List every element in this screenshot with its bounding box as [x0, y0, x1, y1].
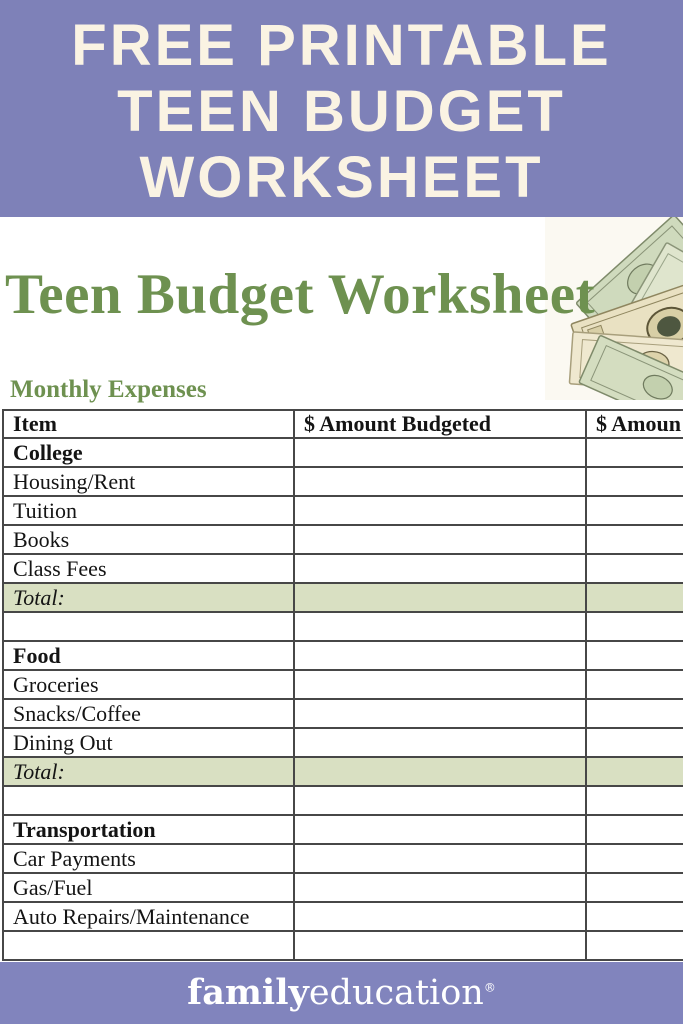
header-amount-spent: $ Amoun [586, 410, 683, 438]
table-row [3, 728, 683, 757]
amount-budgeted-cell [294, 873, 586, 902]
item-cell: Gas/Fuel [3, 873, 294, 902]
amount-budgeted-cell [294, 554, 586, 583]
table-row [3, 467, 683, 496]
item-cell: Housing/Rent [3, 467, 294, 496]
amount-spent-cell [586, 496, 683, 525]
amount-budgeted-cell [294, 844, 586, 873]
page-title: Teen Budget Worksheet [5, 263, 596, 326]
amount-budgeted-cell [294, 931, 586, 960]
expense-table [2, 409, 683, 961]
item-cell: Class Fees [3, 554, 294, 583]
amount-spent-cell [586, 467, 683, 496]
table-row [3, 873, 683, 902]
item-cell: Auto Repairs/Maintenance [3, 902, 294, 931]
item-cell [3, 612, 294, 641]
amount-spent-cell [586, 815, 683, 844]
table-row [3, 757, 683, 786]
banner-line-3: WORKSHEET [139, 144, 544, 210]
brand-bold-part: family [187, 972, 309, 1013]
table-row [3, 612, 683, 641]
item-cell: Tuition [3, 496, 294, 525]
table-row [3, 786, 683, 815]
amount-budgeted-cell [294, 786, 586, 815]
amount-budgeted-cell [294, 670, 586, 699]
amount-budgeted-cell [294, 467, 586, 496]
banner-line-2: TEEN BUDGET [117, 78, 566, 144]
item-cell: Transportation [3, 815, 294, 844]
brand-regular-part: education [308, 973, 484, 1013]
amount-spent-cell [586, 699, 683, 728]
amount-spent-cell [586, 554, 683, 583]
banner-line-1: FREE PRINTABLE [71, 12, 612, 78]
headline-banner [0, 0, 683, 217]
amount-budgeted-cell [294, 902, 586, 931]
table-row [3, 699, 683, 728]
amount-budgeted-cell [294, 525, 586, 554]
amount-spent-cell [586, 670, 683, 699]
amount-spent-cell [586, 438, 683, 467]
registered-trademark-icon: ® [483, 980, 496, 995]
amount-budgeted-cell [294, 815, 586, 844]
footer-bar [0, 962, 683, 1024]
header-amount-budgeted: $ Amount Budgeted [294, 410, 586, 438]
amount-spent-cell [586, 728, 683, 757]
item-cell: Books [3, 525, 294, 554]
table-row [3, 902, 683, 931]
table-row [3, 931, 683, 960]
amount-budgeted-cell [294, 612, 586, 641]
item-cell: College [3, 438, 294, 467]
amount-spent-cell [586, 583, 683, 612]
table-row [3, 554, 683, 583]
item-cell: Snacks/Coffee [3, 699, 294, 728]
table-row [3, 844, 683, 873]
table-header-row [3, 410, 683, 438]
item-cell: Groceries [3, 670, 294, 699]
table-row [3, 670, 683, 699]
amount-budgeted-cell [294, 699, 586, 728]
amount-spent-cell [586, 786, 683, 815]
table-row [3, 496, 683, 525]
amount-budgeted-cell [294, 641, 586, 670]
amount-spent-cell [586, 612, 683, 641]
table-row [3, 815, 683, 844]
amount-spent-cell [586, 873, 683, 902]
amount-spent-cell [586, 525, 683, 554]
amount-budgeted-cell [294, 438, 586, 467]
item-cell [3, 786, 294, 815]
familyeducation-logo [187, 972, 496, 1013]
amount-spent-cell [586, 757, 683, 786]
monthly-expenses-heading: Monthly Expenses [10, 376, 207, 403]
table-row [3, 438, 683, 467]
item-cell: Dining Out [3, 728, 294, 757]
table-row [3, 583, 683, 612]
amount-budgeted-cell [294, 583, 586, 612]
amount-spent-cell [586, 931, 683, 960]
expense-table-body [3, 438, 683, 960]
item-cell [3, 931, 294, 960]
header-item: Item [3, 410, 294, 438]
item-cell: Total: [3, 757, 294, 786]
amount-spent-cell [586, 902, 683, 931]
amount-budgeted-cell [294, 728, 586, 757]
amount-spent-cell [586, 844, 683, 873]
item-cell: Food [3, 641, 294, 670]
amount-spent-cell [586, 641, 683, 670]
item-cell: Total: [3, 583, 294, 612]
amount-budgeted-cell [294, 757, 586, 786]
table-row [3, 525, 683, 554]
table-row [3, 641, 683, 670]
amount-budgeted-cell [294, 496, 586, 525]
item-cell: Car Payments [3, 844, 294, 873]
